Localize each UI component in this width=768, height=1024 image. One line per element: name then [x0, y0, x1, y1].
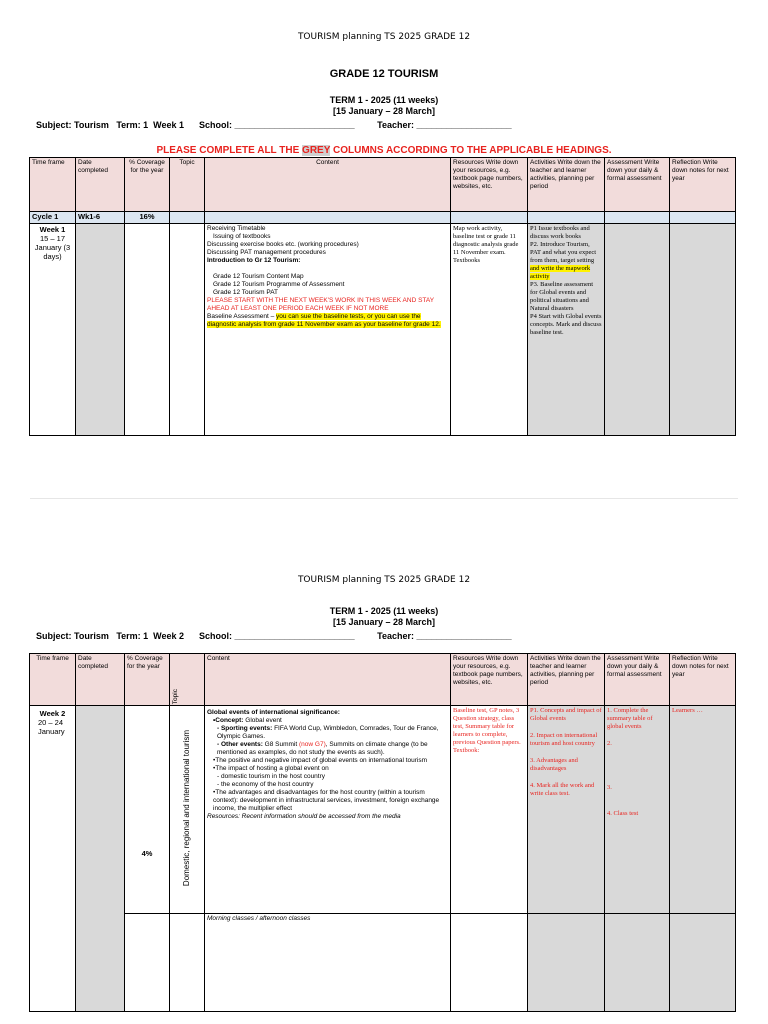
cycle-cell — [670, 212, 736, 224]
activity-item: P4 Start with Global events concepts. Mark and discuss baseline test. — [530, 313, 602, 336]
subject-line: Subject: Tourism Term: 1 Week 2 School: ________________________ Teacher: ___________________ — [36, 631, 512, 641]
content-line — [207, 725, 448, 741]
page-divider — [30, 498, 738, 499]
content-heading: Global events of international significance: — [207, 709, 340, 716]
week-dates: 20 – 24 January — [38, 718, 65, 736]
term-dates: [15 January – 28 March] — [332, 106, 436, 116]
activities-cell — [528, 224, 605, 436]
content-line: •The impact of hosting a global event on — [213, 765, 329, 772]
week-row — [30, 706, 736, 914]
date-completed-cell[interactable] — [76, 224, 125, 436]
activity-text: P2. Introduce Tourism, PAT and what you expect from them, target setting — [530, 241, 597, 264]
activity-highlight: and write the mapwork activity — [530, 265, 591, 280]
baseline-assessment — [207, 313, 448, 329]
assessment-item: 4. Class test — [607, 810, 639, 817]
baseline-label: Baseline Assessment – — [207, 313, 277, 320]
cycle-weeks: Wk1-6 — [76, 212, 125, 224]
content-line: •The positive and negative impact of global events on international tourism — [213, 757, 428, 764]
topic-label: Domestic, regional and international tourism — [182, 729, 191, 887]
baseline-note: you can sue the baseline tests, or you can use the diagnostic analysis from grade 11 November exam as your baseline for grade 12. — [207, 313, 441, 328]
notice-grey: GREY — [302, 145, 331, 156]
col-date-completed: Date completed — [76, 654, 125, 706]
resources-cell — [451, 914, 528, 1012]
cycle-cell — [605, 212, 670, 224]
col-date-completed: Date completed — [76, 158, 125, 212]
week-cell — [30, 706, 76, 1012]
planning-table-week2 — [29, 653, 736, 1012]
content-bold: •Concept: — [213, 717, 244, 724]
content-text: FIFA World Cup, Wimbledon, Comrades, Tour de France, Olympic Games. — [217, 725, 439, 740]
term-info — [0, 606, 768, 628]
assessment-cell[interactable] — [605, 914, 670, 1012]
col-topic — [170, 654, 205, 706]
content-red: (now G7) — [299, 741, 326, 748]
assessment-item: 1. Complete the summary table of global events — [607, 707, 653, 730]
content-line: Grade 12 Tourism Content Map — [213, 273, 304, 280]
col-content: Content — [205, 654, 451, 706]
content-text: Global event — [243, 717, 282, 724]
content-line: Grade 12 Tourism PAT — [213, 289, 279, 296]
col-time-frame: Time frame — [30, 654, 76, 706]
notice-post: COLUMNS ACCORDING TO THE APPLICABLE HEADINGS. — [330, 145, 612, 156]
assessment-cell[interactable] — [605, 224, 670, 436]
assessment-item: 3. — [607, 784, 612, 791]
content-line — [207, 717, 448, 725]
content-line: •The advantages and disadvantages for the host country (within a tourism context): development in infrastructural services, investment, foreign exchange income, the multiplier effect — [213, 789, 440, 812]
content-line: Grade 12 Tourism Programme of Assessment — [213, 281, 345, 288]
content-line: Issuing of textbooks — [213, 233, 271, 240]
content-line: - the economy of the host country — [217, 781, 314, 788]
content-warning: PLEASE START WITH THE NEXT WEEK'S WORK IN THIS WEEK AND STAY AHEAD AT LEAST ONE PERIOD EACH WEEK IF NOT MORE — [207, 297, 434, 312]
col-coverage: % Coverage for the year — [125, 158, 170, 212]
term-dates: [15 January – 28 March] — [332, 617, 436, 627]
term-weeks: TERM 1 - 2025 (11 weeks) — [329, 95, 439, 105]
page-header: TOURISM planning TS 2025 GRADE 12 — [297, 32, 471, 42]
table-header-row — [30, 654, 736, 706]
content-cell — [205, 706, 451, 914]
week-dates: 15 – 17 January (3 days) — [34, 234, 71, 261]
reflection-cell[interactable] — [670, 224, 736, 436]
activity-item: 4. Mark all the work and write class test. — [530, 782, 595, 797]
resources-cell: Baseline test, GP notes, 3 Question strategy, class test, Summary table for learners to complete, previous Question papers. Textbook: — [451, 706, 528, 914]
content-cell — [205, 224, 451, 436]
assessment-item: 2. — [607, 740, 612, 747]
week-cell — [30, 224, 76, 436]
col-time-frame: Time frame — [30, 158, 76, 212]
activity-item — [530, 241, 602, 281]
col-topic: Topic — [170, 158, 205, 212]
term-info — [0, 95, 768, 117]
topic-cell — [170, 224, 205, 436]
content-line: - domestic tourism in the host country — [217, 773, 326, 780]
cycle-coverage: 16% — [125, 212, 170, 224]
content-text: , Summits on climate change (to be mentioned as examples, do not study the events as such). — [217, 741, 428, 756]
cycle-cell — [205, 212, 451, 224]
activities-cell — [528, 706, 605, 914]
col-activities: Activities Write down the teacher and learner activities, planning per period — [528, 158, 605, 212]
document-title: GRADE 12 TOURISM — [329, 68, 439, 80]
week-label: Week 1 — [39, 225, 66, 234]
coverage-value: 4% — [141, 848, 153, 858]
content-bold: - Other events: — [217, 741, 263, 748]
resources-cell: Map work activity, baseline test or grade 11 diagnostic analysis grade 11 November exam. Textbooks — [451, 224, 528, 436]
activity-item: 3. Advantages and disadvantages — [530, 757, 578, 772]
activity-item: 2. Impact on international tourism and host country — [530, 732, 598, 747]
resources-note: Resources: Recent information should be accessed from the media — [207, 813, 401, 820]
col-activities: Activities Write down the teacher and learner activities, planning per period — [528, 654, 605, 706]
assessment-cell[interactable] — [605, 706, 670, 914]
activities-cell[interactable] — [528, 914, 605, 1012]
activity-item: P3. Baseline assessment for Global events and political situations and Natural disasters — [530, 281, 594, 312]
col-assessment: Assessment Write down your daily & formal assessment — [605, 654, 670, 706]
col-coverage: % Coverage for the year — [125, 654, 170, 706]
topic-cell — [170, 706, 205, 914]
content-line: Introduction to Gr 12 Tourism: — [207, 257, 301, 264]
content-line: Discussing exercise books etc. (working procedures) — [207, 241, 359, 248]
col-assessment: Assessment Write down your daily & formal assessment — [605, 158, 670, 212]
date-completed-cell[interactable] — [76, 706, 125, 1012]
morning-classes: Morning classes / afternoon classes — [205, 914, 451, 1012]
content-line: Receiving Timetable — [207, 225, 266, 232]
col-topic-label: Topic — [172, 688, 179, 704]
cycle-cell — [451, 212, 528, 224]
activity-item: P1 Issue textbooks and discuss work books — [530, 225, 590, 240]
week-row — [30, 224, 736, 436]
content-line — [207, 741, 448, 757]
cycle-cell — [528, 212, 605, 224]
notice-text — [0, 145, 768, 156]
content-line: Discussing PAT management procedures — [207, 249, 326, 256]
reflection-cell[interactable]: Learners … — [670, 706, 736, 914]
content-text: G8 Summit — [262, 741, 299, 748]
table-header-row — [30, 158, 736, 212]
col-resources: Resources Write down your resources, e.g. textbook page numbers, websites, etc. — [451, 654, 528, 706]
planning-table-week1 — [29, 157, 736, 436]
notice-pre: PLEASE COMPLETE ALL THE — [156, 145, 303, 156]
subject-line: Subject: Tourism Term: 1 Week 1 School: ________________________ Teacher: ___________________ — [36, 120, 512, 130]
col-reflection: Reflection Write down notes for next year — [670, 654, 736, 706]
activity-item: P1. Concepts and impact of Global events — [530, 707, 602, 722]
coverage-cell — [125, 706, 170, 914]
col-content: Content — [205, 158, 451, 212]
cycle-cell — [170, 212, 205, 224]
col-reflection: Reflection Write down notes for next year — [670, 158, 736, 212]
topic-cell — [170, 914, 205, 1012]
reflection-cell[interactable] — [670, 914, 736, 1012]
coverage-cell — [125, 914, 170, 1012]
cycle-label: Cycle 1 — [30, 212, 76, 224]
col-resources: Resources Write down your resources, e.g. textbook page numbers, websites, etc. — [451, 158, 528, 212]
extra-row — [30, 914, 736, 1012]
term-weeks: TERM 1 - 2025 (11 weeks) — [329, 606, 439, 616]
cycle-row — [30, 212, 736, 224]
coverage-cell — [125, 224, 170, 436]
week-label: Week 2 — [39, 709, 66, 718]
content-bold: - Sporting events: — [217, 725, 273, 732]
page-header: TOURISM planning TS 2025 GRADE 12 — [297, 575, 471, 585]
